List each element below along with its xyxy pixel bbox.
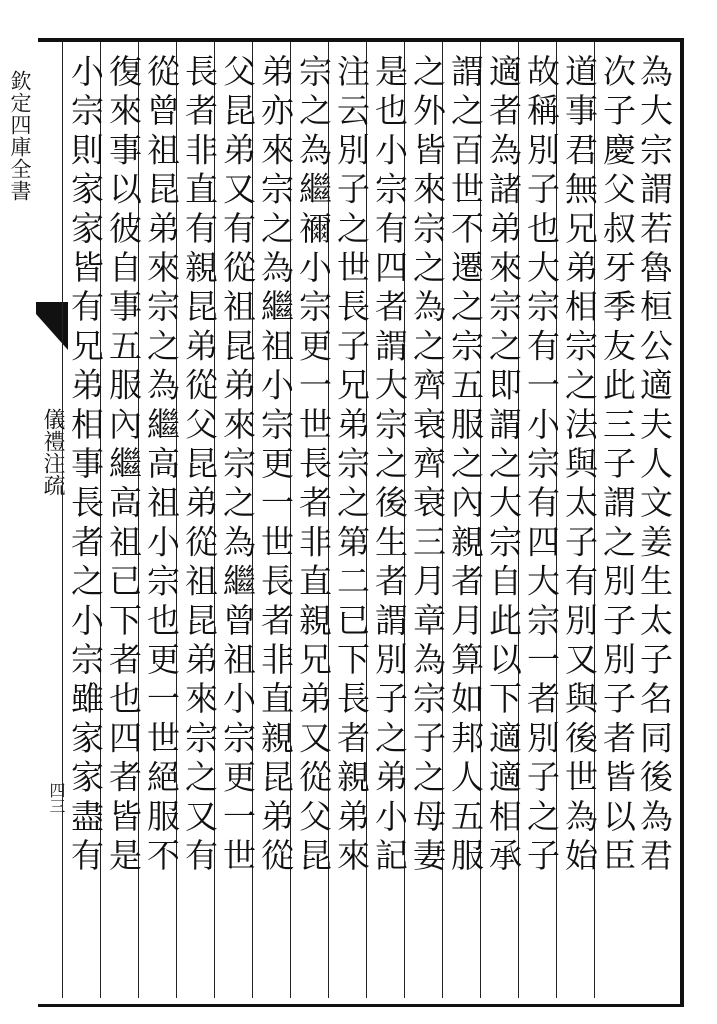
text-column-3: 道事君無兄弟相宗之法與太子有別又與後世為始: [556, 42, 601, 998]
text-column-9: 注云別子之世長子兄弟宗之第二已下長者親弟來: [328, 42, 373, 998]
text-column-7: 之外皆來宗之為之齊衰齊衰三月章為宗子之母妻: [404, 42, 449, 998]
text-column-6: 謂之百世不遷之宗五服之內親者月算如邦人五服: [442, 42, 487, 998]
text-column-11: 弟亦來宗之為繼祖小宗更一世長者非直親昆弟從: [252, 42, 297, 998]
text-column-16: 小宗則家家皆有兄弟相事長者之小宗雖家家盡有: [62, 42, 107, 998]
text-column-5: 適者為諸弟來宗之即謂之大宗自此以下適適相承: [480, 42, 525, 998]
text-column-15: 復來事以彼自事五服內繼高祖已下者也四者皆是: [100, 42, 145, 998]
text-column-14: 從曾祖昆弟來宗之為繼高祖小宗也更一世絕服不: [138, 42, 183, 998]
text-column-4: 故稱別子也大宗有一小宗有四大宗一者別子之子: [518, 42, 563, 998]
text-column-2: 次子慶父叔牙季友此三子謂之別子別子者皆以臣: [594, 42, 639, 998]
text-column-10: 宗之為繼禰小宗更一世長者非直親兄弟又從父昆: [290, 42, 335, 998]
collection-title: 欽定四庫全書: [8, 70, 32, 202]
text-column-8: 是也小宗有四者謂大宗之後生者謂別子之弟小記: [366, 42, 411, 998]
text-column-13: 長者非直有親昆弟從父昆弟從祖昆弟來宗之又有: [176, 42, 221, 998]
page-margin: [0, 0, 66, 1024]
text-column-1: 為大宗謂若魯桓公適夫人文姜生太子名同後為君: [635, 54, 674, 878]
text-column-12: 父昆弟又有從祖昆弟來宗之為繼曾祖小宗更一世: [214, 42, 259, 998]
text-columns: [66, 42, 678, 998]
book-title: 儀禮注疏: [40, 408, 65, 496]
page-number: 四三: [47, 782, 66, 814]
